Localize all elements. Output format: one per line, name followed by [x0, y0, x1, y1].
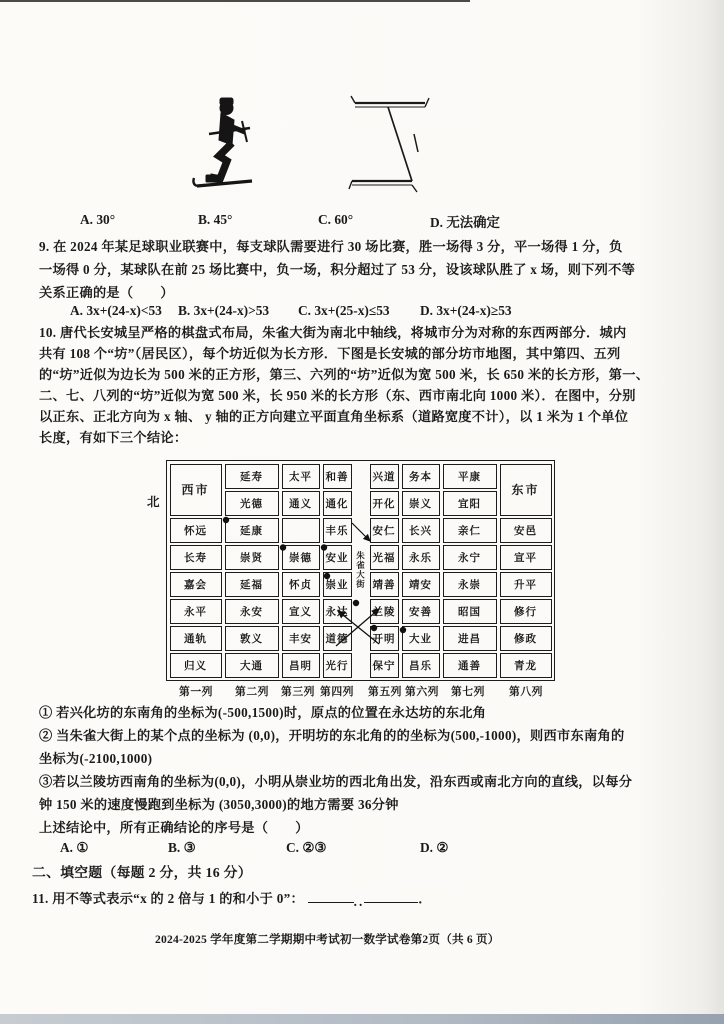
q9-option-c: C. 3x+(25-x)≤53: [298, 303, 390, 318]
fang-cell: 宜阳: [443, 491, 497, 516]
scan-artifact-bottom: [0, 1014, 724, 1024]
conclusion-3-cont: 钟 150 米的速度慢跑到坐标为 (3050,3000)的地方需要 36分钟: [39, 797, 399, 812]
fang-cell: 开明: [370, 626, 399, 651]
q11-answer-blank[interactable]: [364, 888, 418, 903]
zhuque-street-label: 朱雀大街: [355, 550, 366, 589]
conclusion-3: ③若以兰陵坊西南角的坐标为(0,0)，小明从崇业坊的西北角出发，沿东西或南北方向的直线，以每分: [39, 774, 633, 789]
fang-cell: 崇贤: [225, 545, 279, 570]
q11-period: ．: [418, 891, 432, 906]
fang-cell: 嘉会: [170, 572, 222, 597]
fang-cell: 青龙: [500, 653, 552, 678]
east-market-cell: 东市: [500, 464, 552, 516]
column-label-8: 第八列: [509, 686, 543, 698]
q10-line: 长度，有如下三个结论：: [39, 430, 188, 445]
fang-cell: 延康: [225, 518, 279, 543]
map-frame: [166, 460, 555, 681]
zhuque-street: [355, 464, 367, 678]
fang-cell: 通化: [323, 491, 352, 516]
q11-text: 11. 用不等式表示“x 的 2 倍与 1 的和小于 0”：: [32, 891, 305, 906]
q10-line: 共有 108 个“坊”（居民区），每个坊近似为长方形．下图是长安城的部分坊市地图，其中第四、五列: [39, 346, 621, 361]
fang-cell: 修行: [500, 599, 552, 624]
fang-cell: 永乐: [402, 545, 440, 570]
section2-title: 二、填空题（每题 2 分，共 16 分）: [32, 865, 252, 880]
north-label: 北: [147, 495, 160, 509]
skier-figure: [192, 95, 258, 206]
column-label-2: 第二列: [235, 686, 269, 698]
fang-cell: 太平: [282, 464, 320, 489]
fang-cell: 永安: [225, 599, 279, 624]
fang-cell: 崇义: [402, 491, 440, 516]
fang-cell: 延寿: [225, 464, 279, 489]
fang-cell: 怀远: [170, 518, 222, 543]
conclusion-1: ① 若兴化坊的东南角的坐标为(-500,1500)时，原点的位置在永达坊的东北角: [39, 705, 487, 720]
fang-cell: 光德: [225, 491, 279, 516]
fang-cell: 靖安: [402, 572, 440, 597]
fang-cell: 光福: [370, 545, 399, 570]
fang-cell: 宣平: [500, 545, 552, 570]
fang-cell: 和善: [323, 464, 352, 489]
conclusion-2: ② 当朱雀大街上的某个点的坐标为 (0,0)，开明坊的东北角的的坐标为(500,-1000)，则西市东南角的: [39, 728, 625, 743]
column-label-5: 第五列: [368, 686, 402, 698]
scan-artifact-top: [0, 0, 470, 2]
q11-line: [32, 888, 432, 907]
fang-cell: 长寿: [170, 545, 222, 570]
fang-cell: 大业: [402, 626, 440, 651]
column-label-6: 第六列: [405, 686, 439, 698]
fang-cell: 亲仁: [443, 518, 497, 543]
fang-cell: 永平: [170, 599, 222, 624]
page-footer: 2024-2025 学年度第二学期期中考试初一数学试卷第2页（共 6 页）: [155, 933, 500, 946]
q9-line: 关系正确的是（ ）: [39, 285, 174, 300]
fang-cell: 安业: [323, 545, 352, 570]
conclusion-2-cont: 坐标为(-2100,1000): [39, 751, 153, 766]
q10-option-d: D. ②: [420, 840, 449, 855]
fang-cell: 靖善: [370, 572, 399, 597]
fang-cell: 开化: [370, 491, 399, 516]
column-label-4: 第四列: [320, 686, 354, 698]
fang-cell: 宣义: [282, 599, 320, 624]
west-market-cell: 西市: [170, 464, 222, 516]
fang-cell: 保宁: [370, 653, 399, 678]
q10-option-c: C. ②③: [286, 840, 327, 855]
fang-cell: 归义: [170, 653, 222, 678]
fang-cell: 通善: [443, 653, 497, 678]
q11-answer-blank[interactable]: [308, 888, 354, 903]
fang-cell-blank: [282, 518, 320, 543]
fang-cell: 兴道: [370, 464, 399, 489]
q10-line: 10. 唐代长安城呈严格的棋盘式布局，朱雀大街为南北中轴线，将城市分为对称的东西两部分．城内: [39, 325, 627, 340]
q10-option-a: A. ①: [60, 840, 89, 855]
column-label-3: 第三列: [281, 686, 315, 698]
q9-option-a: A. 3x+(24-x)<53: [70, 303, 162, 318]
q10-line: 以正东、正北方向为 x 轴、 y 轴的正方向建立平面直角坐标系（道路宽度不计），以 1 米为 1 个单位: [39, 409, 629, 424]
q8-option-c: C. 60°: [318, 212, 354, 227]
fang-cell: 丰安: [282, 626, 320, 651]
fang-cell: 光行: [323, 653, 352, 678]
q8-option-b: B. 45°: [198, 212, 233, 227]
q9-option-d: D. 3x+(24-x)≥53: [420, 303, 512, 318]
fang-cell: 怀贞: [282, 572, 320, 597]
fang-cell: 进昌: [443, 626, 497, 651]
fang-cell: 永宁: [443, 545, 497, 570]
q9-line: 9. 在 2024 年某足球职业联赛中，每支球队需要进行 30 场比赛，胜一场得 3 分，平一场得 1 分，负: [39, 239, 623, 254]
fang-cell: 永达: [323, 599, 352, 624]
fang-cell: 升平: [500, 572, 552, 597]
fang-cell: 修政: [500, 626, 552, 651]
fang-cell: 崇德: [282, 545, 320, 570]
changan-map: [166, 460, 558, 698]
parallel-lines-figure: [348, 93, 434, 204]
q10-option-b: B. ③: [168, 840, 196, 855]
fang-cell: 长兴: [402, 518, 440, 543]
q9-option-b: B. 3x+(24-x)>53: [178, 303, 270, 318]
q11-blank-dots: ..: [353, 894, 365, 909]
fang-cell: 道德: [323, 626, 352, 651]
fang-cell: 兰陵: [370, 599, 399, 624]
fang-cell: 平康: [443, 464, 497, 489]
fang-cell: 昌乐: [402, 653, 440, 678]
fang-cell: 安邑: [500, 518, 552, 543]
column-label-1: 第一列: [179, 686, 213, 698]
q10-summary-line: 上述结论中，所有正确结论的序号是（ ）: [39, 820, 309, 835]
fang-cell: 永崇: [443, 572, 497, 597]
fang-cell: 通轨: [170, 626, 222, 651]
fang-cell: 昌明: [282, 653, 320, 678]
fang-cell: 通义: [282, 491, 320, 516]
q10-line: 的“坊”近似为边长为 500 米的正方形，第三、六列的“坊”近似为宽 500 米，长 650 米的长方形，第一、: [39, 367, 650, 382]
q8-option-d: D. 无法确定: [430, 215, 500, 230]
fang-cell: 昭国: [443, 599, 497, 624]
fang-cell: 大通: [225, 653, 279, 678]
column-label-7: 第七列: [451, 686, 485, 698]
q8-option-a: A. 30°: [80, 212, 116, 227]
fang-cell: 敦义: [225, 626, 279, 651]
fang-cell: 安善: [402, 599, 440, 624]
fang-cell: 崇业: [323, 572, 352, 597]
fang-cell: 安仁: [370, 518, 399, 543]
q9-line: 一场得 0 分，某球队在前 25 场比赛中，负一场，积分超过了 53 分，设该球队胜了 x 场，则下列不等: [39, 262, 636, 277]
fang-cell: 丰乐: [323, 518, 352, 543]
q10-line: 二、七、八列的“坊”近似为宽 500 米，长 950 米的长方形（东、西市南北向 1000 米）．在图中，分别: [39, 388, 636, 403]
fang-cell: 务本: [402, 464, 440, 489]
fang-cell: 延福: [225, 572, 279, 597]
